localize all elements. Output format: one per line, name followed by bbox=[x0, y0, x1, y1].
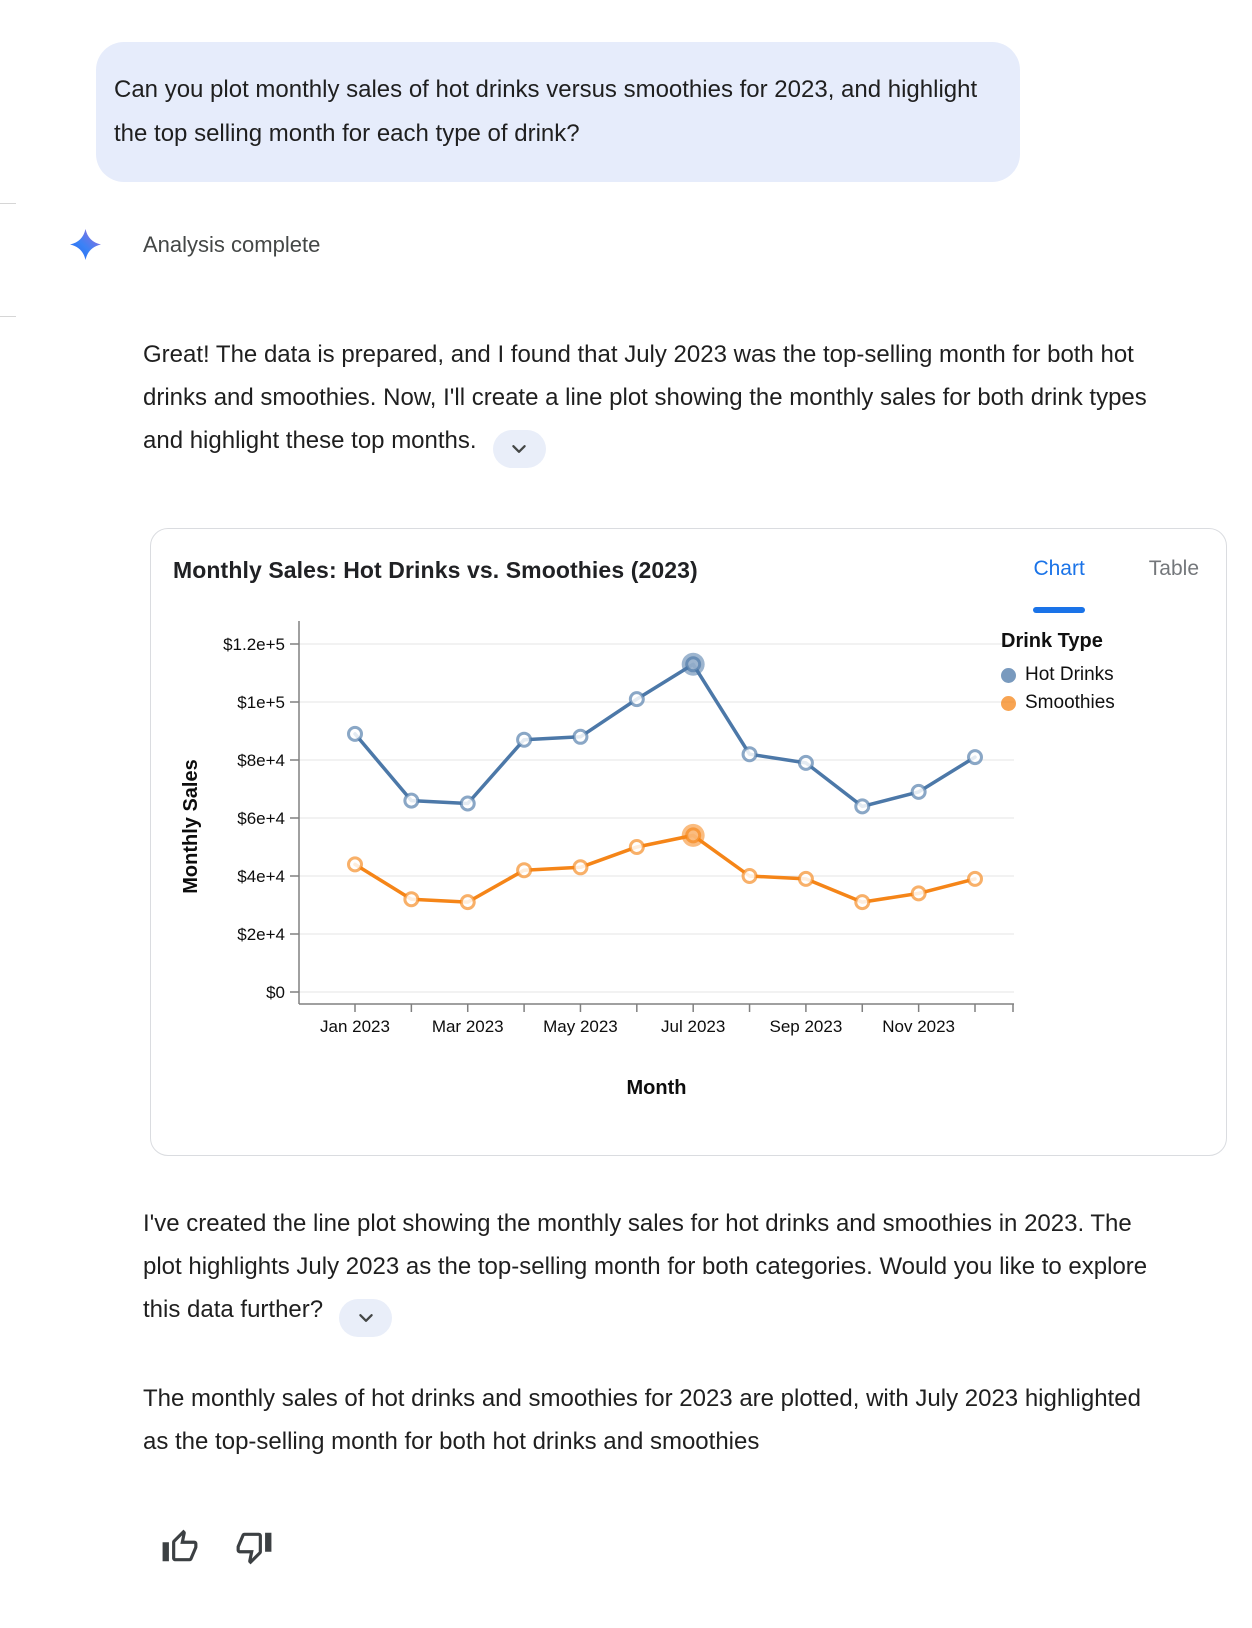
gemini-sparkle-icon bbox=[69, 228, 102, 261]
svg-text:Nov 2023: Nov 2023 bbox=[882, 1017, 956, 1036]
svg-text:$6e+4: $6e+4 bbox=[237, 809, 285, 828]
chevron-down-icon bbox=[510, 440, 528, 458]
expand-reasoning-button[interactable] bbox=[493, 430, 546, 468]
svg-text:$8e+4: $8e+4 bbox=[237, 751, 285, 770]
chart-table-tabs bbox=[1033, 557, 1199, 581]
tab-chart-label: Chart bbox=[1033, 557, 1085, 580]
tab-table[interactable] bbox=[1149, 557, 1199, 581]
analysis-status-row[interactable] bbox=[69, 228, 1252, 261]
assistant-paragraph-3-text: The monthly sales of hot drinks and smoothies for 2023 are plotted, with July 2023 highlighted as the top-selling month for both hot drinks and smoothies bbox=[143, 1385, 1141, 1455]
user-message-text: Can you plot monthly sales of hot drinks versus smoothies for 2023, and highlight the top selling month for each type of drink? bbox=[114, 76, 978, 147]
legend-label-smoothies: Smoothies bbox=[1025, 692, 1115, 713]
svg-text:$0: $0 bbox=[266, 983, 285, 1002]
tab-chart[interactable] bbox=[1033, 557, 1084, 581]
assistant-paragraph-2 bbox=[143, 1202, 1153, 1337]
thumbs-up-button[interactable] bbox=[160, 1527, 200, 1567]
assistant-paragraph-1-text: Great! The data is prepared, and I found that July 2023 was the top-selling month for both hot drinks and smoothies. Now, I'll create a line plot showing the monthly sales for both drink types and highlight these top months. bbox=[143, 341, 1147, 454]
thumbs-down-button[interactable] bbox=[234, 1527, 274, 1567]
svg-text:Mar 2023: Mar 2023 bbox=[431, 1017, 504, 1036]
legend-title: Drink Type bbox=[1001, 630, 1103, 652]
svg-text:Jan 2023: Jan 2023 bbox=[320, 1017, 390, 1036]
chart-card bbox=[150, 528, 1227, 1156]
analysis-status-label: Analysis complete bbox=[143, 231, 321, 257]
chart-legend bbox=[1001, 630, 1201, 717]
svg-text:Month: Month bbox=[626, 1077, 687, 1099]
sales-line-chart bbox=[169, 586, 1014, 1131]
svg-text:Jul 2023: Jul 2023 bbox=[661, 1017, 726, 1036]
chart-area bbox=[151, 586, 1226, 1131]
expand-reasoning-button[interactable] bbox=[339, 1299, 392, 1337]
svg-text:$4e+4: $4e+4 bbox=[237, 867, 285, 886]
svg-text:Monthly Sales: Monthly Sales bbox=[180, 759, 202, 894]
assistant-paragraph-2-text: I've created the line plot showing the monthly sales for hot drinks and smoothies in 2023. The plot highlights July 2023 as the top-selling month for both categories. Would you like to explore this data further? bbox=[143, 1210, 1148, 1323]
left-edge-divider bbox=[0, 203, 16, 204]
thumbs-down-icon bbox=[235, 1528, 273, 1566]
chevron-down-icon bbox=[357, 1309, 375, 1327]
svg-text:$2e+4: $2e+4 bbox=[237, 925, 285, 944]
chart-card-header bbox=[151, 529, 1226, 584]
feedback-row bbox=[160, 1527, 1252, 1567]
tab-table-label: Table bbox=[1148, 557, 1199, 580]
user-message-bubble bbox=[96, 42, 1020, 182]
smoothies-dot-icon bbox=[1001, 696, 1016, 711]
svg-text:Sep 2023: Sep 2023 bbox=[769, 1017, 843, 1036]
user-message-row bbox=[0, 0, 1252, 182]
legend-item-hot-drinks bbox=[1001, 661, 1201, 689]
svg-text:$1e+5: $1e+5 bbox=[237, 693, 285, 712]
thumbs-up-icon bbox=[161, 1528, 199, 1566]
assistant-paragraph-3 bbox=[143, 1377, 1153, 1463]
assistant-paragraph-1 bbox=[143, 333, 1153, 468]
legend-item-smoothies bbox=[1001, 689, 1201, 717]
chart-card-title: Monthly Sales: Hot Drinks vs. Smoothies (2023) bbox=[173, 557, 698, 583]
svg-text:$1.2e+5: $1.2e+5 bbox=[223, 635, 285, 654]
svg-text:May 2023: May 2023 bbox=[543, 1017, 618, 1036]
left-edge-divider bbox=[0, 316, 16, 317]
legend-label-hot-drinks: Hot Drinks bbox=[1025, 664, 1114, 685]
hot-drinks-dot-icon bbox=[1001, 668, 1016, 683]
